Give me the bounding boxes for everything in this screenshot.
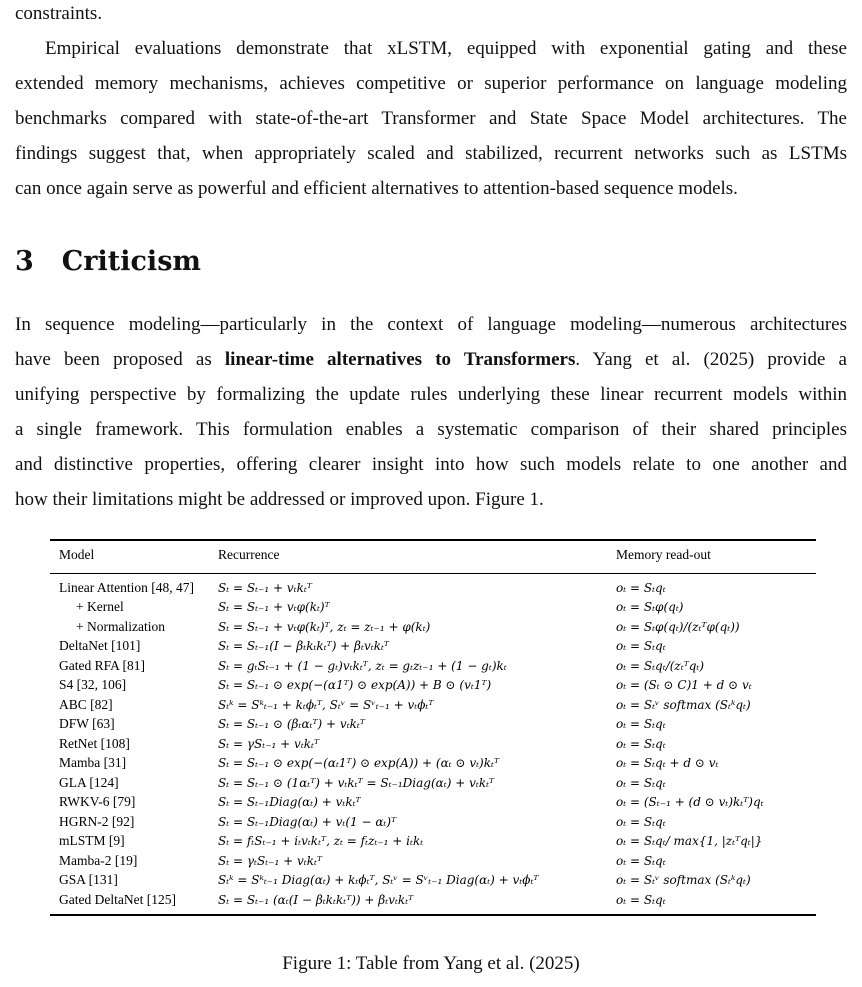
table-header-row xyxy=(50,541,816,567)
cell-recurrence: Sₜ = Sₜ₋₁ ⊙ (1αₜᵀ) + vₜkₜᵀ = Sₜ₋₁Diag(αₜ) + vₜkₜᵀ xyxy=(218,775,495,790)
cell-memory-readout: oₜ = Sₜqₜ/(zₜᵀqₜ) xyxy=(616,658,705,673)
table-row xyxy=(50,637,816,657)
cell-model: DeltaNet [101] xyxy=(59,638,141,654)
section-number: 3 xyxy=(15,246,34,277)
text-line: extended memory mechanisms, achieves competitive or superior performance on language modeling xyxy=(15,73,847,94)
cell-memory-readout: oₜ = (Sₜ₋₁ + (d ⊙ vₜ)kₜᵀ)qₜ xyxy=(616,795,764,810)
table-row xyxy=(50,715,816,735)
text-line: In sequence modeling—particularly in the context of language modeling—numerous architectures xyxy=(15,314,847,335)
text-line: constraints. xyxy=(15,3,103,24)
cell-memory-readout: oₜ = Sₜqₜ xyxy=(616,775,666,790)
cell-memory-readout: oₜ = (Sₜ ⊙ C)1 + d ⊙ vₜ xyxy=(616,678,752,693)
cell-memory-readout: oₜ = Sₜqₜ xyxy=(616,717,666,732)
cell-recurrence: Sₜ = Sₜ₋₁ (αₜ(I − βₜkₜkₜᵀ)) + βₜvₜkₜᵀ xyxy=(218,892,414,907)
table-row xyxy=(50,578,816,598)
cell-recurrence: Sₜᵏ = Sᵏₜ₋₁ Diag(αₜ) + kₜϕₜᵀ, Sₜᵛ = Sᵛₜ₋₁ Diag(αₜ) + vₜϕₜᵀ xyxy=(218,873,539,888)
section-title: Criticism xyxy=(61,246,201,277)
text-line: a single framework. This formulation enables a systematic comparison of their shared principles xyxy=(15,419,847,440)
cell-recurrence: Sₜ = Sₜ₋₁(I − βₜkₜkₜᵀ) + βₜvₜkₜᵀ xyxy=(218,639,389,654)
text-line xyxy=(15,342,847,377)
cell-model: Mamba [31] xyxy=(59,755,127,771)
table-row xyxy=(50,598,816,618)
table-row xyxy=(50,793,816,813)
cell-model: Linear Attention [48, 47] xyxy=(59,579,194,595)
bold-phrase: linear-time alternatives to Transformers xyxy=(224,349,576,370)
paragraph-criticism xyxy=(15,307,847,517)
cell-memory-readout: oₜ = Sₜqₜ + d ⊙ vₜ xyxy=(616,756,719,771)
table-row xyxy=(50,617,816,637)
table-row xyxy=(50,773,816,793)
cell-memory-readout: oₜ = Sₜqₜ xyxy=(616,853,666,868)
cell-recurrence: Sₜ = fₜSₜ₋₁ + iₜvₜkₜᵀ, zₜ = fₜzₜ₋₁ + iₜkₜ xyxy=(218,834,424,849)
text-span: . Yang et al. (2025) provide a xyxy=(575,349,847,370)
cell-model: Gated DeltaNet [125] xyxy=(59,891,176,907)
cell-model: mLSTM [9] xyxy=(59,833,125,849)
table-row xyxy=(50,890,816,910)
cell-memory-readout: oₜ = Sₜqₜ xyxy=(616,892,666,907)
table-row xyxy=(50,695,816,715)
cell-recurrence: Sₜ = Sₜ₋₁Diag(αₜ) + vₜ(1 − αₜ)ᵀ xyxy=(218,814,397,829)
paragraph-empirical xyxy=(15,31,847,206)
cell-memory-readout: oₜ = Sₜᵛ softmax (Sₜᵏqₜ) xyxy=(616,873,751,888)
figure-caption: Figure 1: Table from Yang et al. (2025) xyxy=(282,953,580,974)
cell-model: Gated RFA [81] xyxy=(59,657,145,673)
text-line: findings suggest that, when appropriately scaled and stabilized, recurrent networks such as LSTMs xyxy=(15,143,847,164)
table-row xyxy=(50,812,816,832)
cell-recurrence: Sₜ = Sₜ₋₁ ⊙ exp(−(α1ᵀ) ⊙ exp(A)) + B ⊙ (vₜ1ᵀ) xyxy=(218,678,492,693)
cell-recurrence: Sₜ = Sₜ₋₁ + vₜφ(kₜ)ᵀ xyxy=(218,600,330,615)
cell-memory-readout: oₜ = Sₜᵛ softmax (Sₜᵏqₜ) xyxy=(616,697,751,712)
cell-model: + Kernel xyxy=(76,599,124,615)
cell-memory-readout: oₜ = Sₜφ(qₜ)/(zₜᵀφ(qₜ)) xyxy=(616,619,740,634)
text-line: unifying perspective by formalizing the update rules underlying these linear recurrent models within xyxy=(15,384,847,405)
cell-recurrence: Sₜ = Sₜ₋₁ ⊙ exp(−(αₜ1ᵀ) ⊙ exp(A)) + (αₜ ⊙ vₜ)kₜᵀ xyxy=(218,756,500,771)
cell-memory-readout: oₜ = Sₜqₜ xyxy=(616,736,666,751)
cell-model: GSA [131] xyxy=(59,872,118,888)
cell-recurrence: Sₜ = gₜSₜ₋₁ + (1 − gₜ)vₜkₜᵀ, zₜ = gₜzₜ₋₁ + (1 − gₜ)kₜ xyxy=(218,658,507,673)
cell-memory-readout: oₜ = Sₜφ(qₜ) xyxy=(616,600,684,615)
table-row xyxy=(50,656,816,676)
table-row xyxy=(50,676,816,696)
table-bottom-rule xyxy=(50,914,816,916)
text-line: how their limitations might be addressed or improved upon. Figure 1. xyxy=(15,489,544,510)
figure-table xyxy=(50,539,816,916)
header-recurrence: Recurrence xyxy=(218,547,280,562)
text-line: and distinctive properties, offering clearer insight into how such models relate to one another and xyxy=(15,454,847,475)
paragraph-constraints xyxy=(15,0,847,31)
text-line: benchmarks compared with state-of-the-art Transformer and State Space Model architectures. The xyxy=(15,108,847,129)
cell-recurrence: Sₜ = Sₜ₋₁ ⊙ (βₜαₜᵀ) + vₜkₜᵀ xyxy=(218,717,365,732)
cell-model: DFW [63] xyxy=(59,716,115,732)
cell-model: ABC [82] xyxy=(59,696,113,712)
cell-model: Mamba-2 [19] xyxy=(59,852,138,868)
cell-model: + Normalization xyxy=(76,618,165,634)
cell-memory-readout: oₜ = Sₜqₜ xyxy=(616,639,666,654)
cell-model: GLA [124] xyxy=(59,774,119,790)
header-memory-readout: Memory read-out xyxy=(616,547,711,562)
table-row xyxy=(50,871,816,891)
cell-model: HGRN-2 [92] xyxy=(59,813,135,829)
cell-memory-readout: oₜ = Sₜqₜ xyxy=(616,580,666,595)
cell-recurrence: Sₜ = Sₜ₋₁ + vₜkₜᵀ xyxy=(218,580,312,595)
table-body xyxy=(50,574,816,910)
text-line: can once again serve as powerful and efficient alternatives to attention-based sequence models. xyxy=(15,178,738,199)
table-row xyxy=(50,832,816,852)
cell-memory-readout: oₜ = Sₜqₜ/ max{1, |zₜᵀqₜ|} xyxy=(616,834,763,849)
text-line: Empirical evaluations demonstrate that xLSTM, equipped with exponential gating and these xyxy=(45,38,847,59)
cell-recurrence: Sₜ = γSₜ₋₁ + vₜkₜᵀ xyxy=(218,736,320,751)
header-model: Model xyxy=(59,547,95,562)
text-span: have been proposed as xyxy=(15,349,225,370)
cell-recurrence: Sₜ = γₜSₜ₋₁ + vₜkₜᵀ xyxy=(218,853,323,868)
cell-model: RWKV-6 [79] xyxy=(59,794,136,810)
cell-model: S4 [32, 106] xyxy=(59,677,127,693)
cell-recurrence: Sₜ = Sₜ₋₁Diag(αₜ) + vₜkₜᵀ xyxy=(218,795,361,810)
cell-recurrence: Sₜᵏ = Sᵏₜ₋₁ + kₜϕₜᵀ, Sₜᵛ = Sᵛₜ₋₁ + vₜϕₜᵀ xyxy=(218,697,434,712)
cell-recurrence: Sₜ = Sₜ₋₁ + vₜφ(kₜ)ᵀ, zₜ = zₜ₋₁ + φ(kₜ) xyxy=(218,619,431,634)
table-row xyxy=(50,754,816,774)
table-row xyxy=(50,734,816,754)
section-heading xyxy=(15,246,201,277)
table-row xyxy=(50,851,816,871)
cell-model: RetNet [108] xyxy=(59,735,130,751)
cell-memory-readout: oₜ = Sₜqₜ xyxy=(616,814,666,829)
